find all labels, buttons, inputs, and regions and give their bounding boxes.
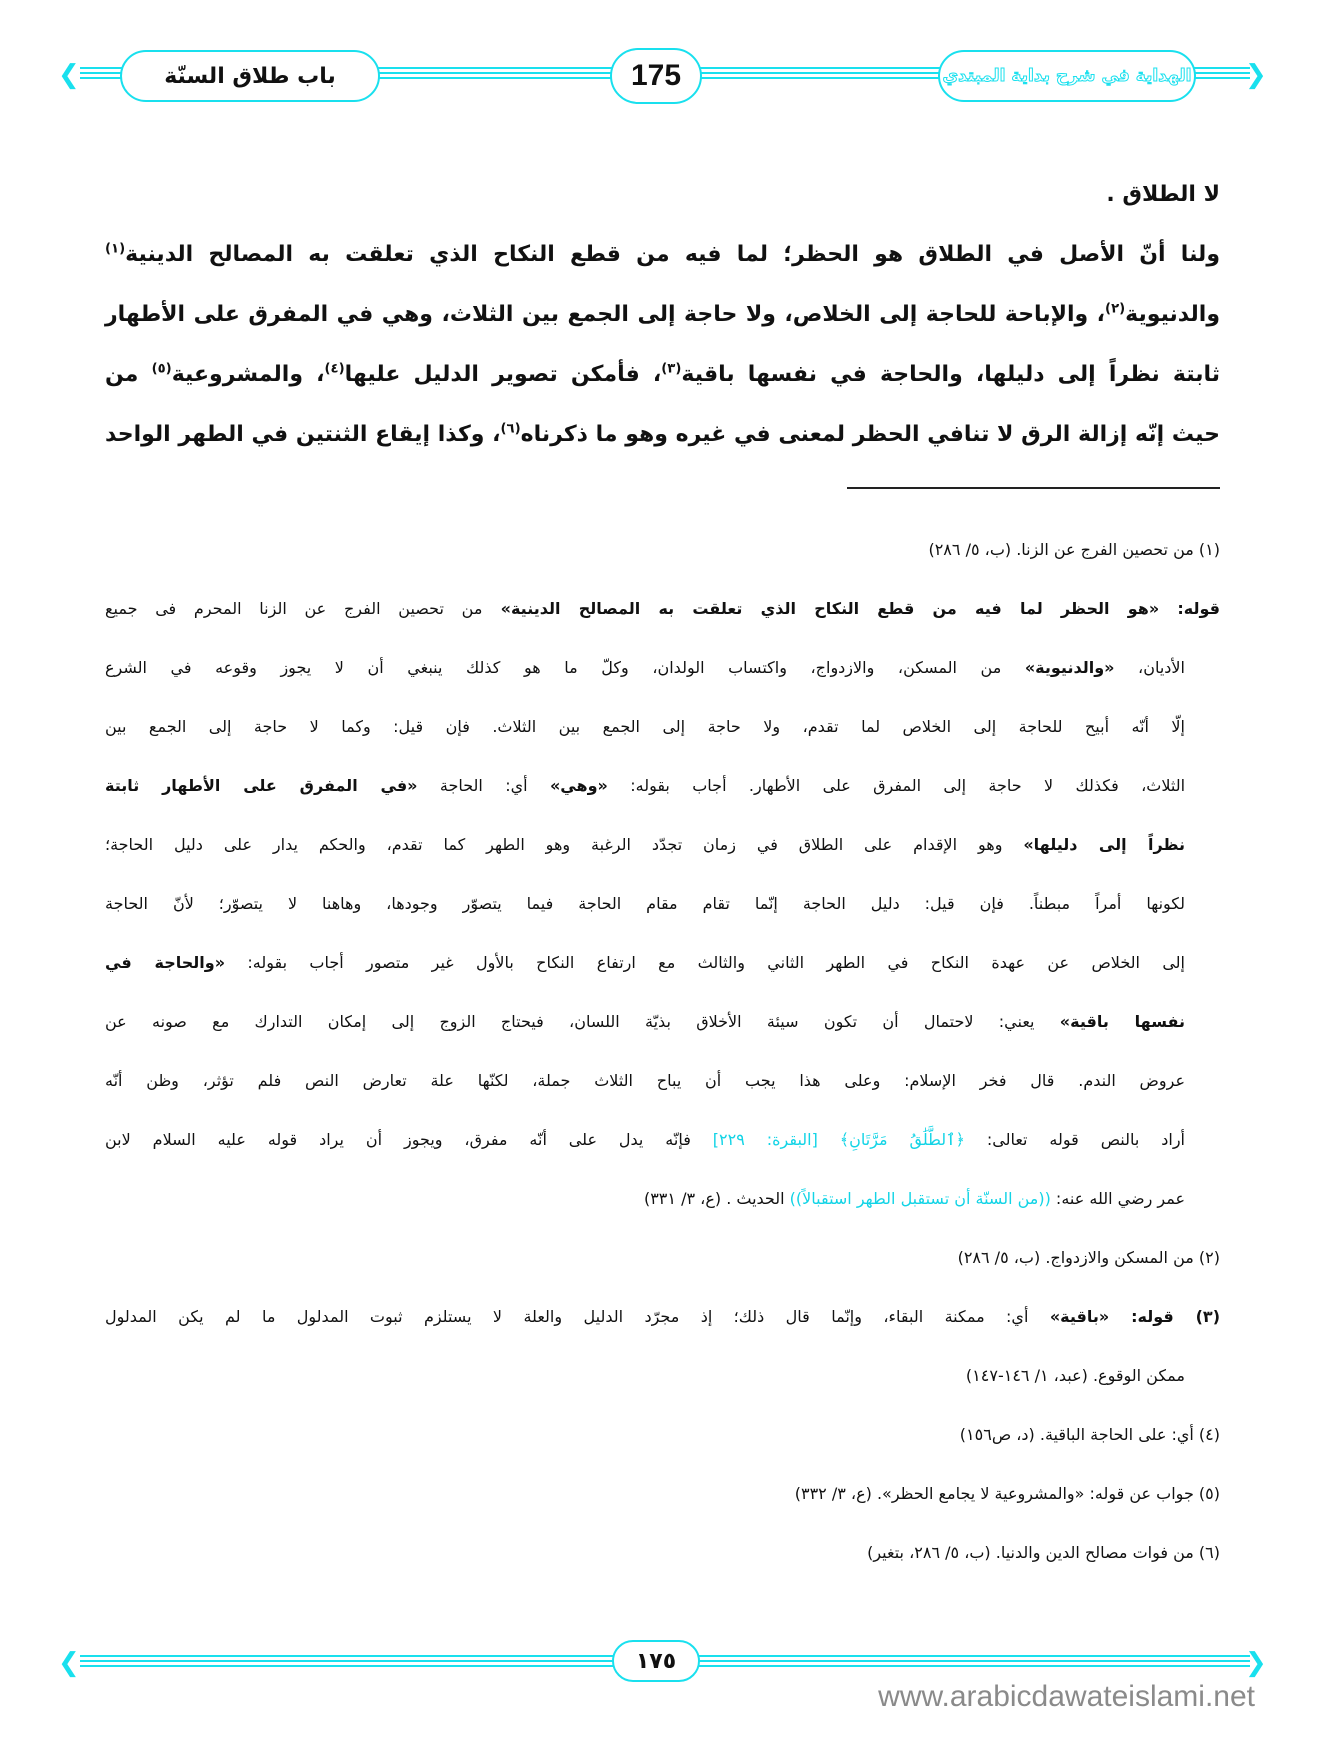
text-segment: ، والمشروعية [171, 362, 325, 387]
text-segment: من المسكن، والازدواج، واكتساب الولدان، وكلّ ما هو كذلك ينبغي أن لا يجوز وقوعه في الشرع [105, 658, 1025, 677]
ornament-icon: ❯ [1245, 60, 1267, 90]
footnote-line [105, 697, 1220, 756]
footnote-line [105, 579, 1220, 638]
text-segment: ، والإباحة للحاجة إلى الخلاص، ولا حاجة إلى الجمع بين الثلاث، وهي في المفرق على الأطهار [105, 302, 1106, 327]
text-segment: من تحصين الفرج عن الزنا المحرم فى جميع [105, 599, 483, 618]
footnotes [105, 520, 1220, 1582]
text-segment: الأديان، [1114, 658, 1185, 677]
footnote-marker[interactable]: (٣) [661, 361, 682, 377]
bold-text: «في المفرق على الأطهار ثابتة [105, 776, 418, 795]
text-segment: (٦) من فوات مصالح الدين والدنيا. (ب، ٥/ ٢٨٦، بتغير) [867, 1543, 1220, 1562]
footnote-line [105, 874, 1220, 933]
text-segment: حيث إنّه إزالة الرق لا تنافي الحظر لمعنى في غيره وهو ما ذكرناه [520, 422, 1220, 447]
text-segment: عروض الندم. قال فخر الإسلام: وعلى هذا يجب أن يباح الثلاث جملة، لكنّها علة تعارض النص فلم تؤثر، وظن أنّه [105, 1071, 1185, 1090]
text-segment: لكونها أمراً مبطناً. فإن قيل: دليل الحاجة إنّما تقام مقام الحاجة فيما يتصوّر وجودها، وهاهنا لا يتصوّر؛ لأنّ الحاجة [105, 894, 1185, 913]
website-link[interactable]: www.arabicdawateislami.net [878, 1680, 1255, 1713]
text-segment: لا الطلاق . [1106, 182, 1220, 207]
footnote-line [105, 1228, 1220, 1287]
footnote-line [105, 1287, 1220, 1346]
footnote-marker[interactable]: (٢) [1105, 301, 1126, 317]
footnote-line [105, 638, 1220, 697]
paragraph-line [105, 225, 1220, 285]
footnote-line [105, 1110, 1220, 1169]
footnote-separator [847, 487, 1220, 489]
ornament-icon: ❮ [58, 60, 80, 90]
text-segment: ثابتة نظراً إلى دليلها، والحاجة في نفسها باقية [681, 362, 1221, 387]
footnote-marker[interactable]: (٥) [151, 361, 172, 377]
text-segment: (٢) من المسكن والازدواج. (ب، ٥/ ٢٨٦) [957, 1248, 1220, 1267]
quotation-text: ﴿ٱلطَّلَٰقُ مَرَّتَانِ﴾ [البقرة: ٢٢٩] [712, 1130, 965, 1149]
page-number: 175 [630, 59, 682, 92]
text-segment: إلّا أنّه أبيح للحاجة إلى الخلاص لما تقدم، ولا حاجة إلى الجمع بين الثلاث. فإن قيل: وكما لا حاجة إلى الجمع بين [105, 717, 1185, 736]
footnote-line [105, 992, 1220, 1051]
footnote-line [105, 520, 1220, 579]
text-segment: أي: ممكنة البقاء، وإنّما قال ذلك؛ إذ مجرّد الدليل والعلة لا يستلزم ثبوت المدلول ما لم يكن المدلول [105, 1307, 1050, 1326]
footnote-line [105, 815, 1220, 874]
text-segment: من [105, 362, 152, 387]
footnote-marker[interactable]: (٦) [500, 421, 521, 437]
footnote-line [105, 1346, 1220, 1405]
text-segment: (١) من تحصين الفرج عن الزنا. (ب، ٥/ ٢٨٦) [928, 540, 1220, 559]
ornament-icon: ❯ [1245, 1648, 1267, 1678]
text-segment: وهو الإقدام على الطلاق في زمان تجدّد الرغبة وهو الطهر كما تقدم، والحكم يدار على دليل الحاجة؛ [105, 835, 1024, 854]
text-segment: ممكن الوقوع. (عبد، ١/ ١٤٦-١٤٧) [965, 1366, 1185, 1385]
paragraph-line [105, 285, 1220, 345]
paragraph-line [105, 345, 1220, 405]
bold-text: «والحاجة في [105, 953, 226, 972]
bold-text: (٣) قوله: «باقية» [1049, 1307, 1220, 1326]
book-logo-box [938, 50, 1196, 102]
footnote-line [105, 1051, 1220, 1110]
text-segment: والدنيوية [1125, 302, 1220, 327]
main-text [105, 165, 1220, 489]
paragraph-line [105, 165, 1220, 225]
paragraph-line [105, 405, 1220, 465]
text-segment: (٥) جواب عن قوله: «والمشروعية لا يجامع الحظر». (ع، ٣/ ٣٣٢) [794, 1484, 1220, 1503]
text-segment: عمر رضي الله عنه: [1050, 1189, 1185, 1208]
text-segment: الحديث . (ع، ٣/ ٣٣١) [643, 1189, 790, 1208]
footnote-line [105, 933, 1220, 992]
footnote-line [105, 1464, 1220, 1523]
footnote-line [105, 1523, 1220, 1582]
footnote-line [105, 1169, 1220, 1228]
text-segment: (٤) أي: على الحاجة الباقية. (د، ص١٥٦) [959, 1425, 1220, 1444]
footnote-marker[interactable]: (١) [105, 241, 126, 257]
chapter-title: باب طلاق السنّة [164, 63, 336, 89]
bold-text: قوله: «هو الحظر لما فيه من قطع النكاح الذي تعلقت به المصالح الدينية» [482, 599, 1221, 618]
text-segment: ولنا أنّ الأصل في الطلاق هو الحظر؛ لما فيه من قطع النكاح الذي تعلقت به المصالح الدينية [125, 242, 1220, 267]
chapter-title-box [120, 50, 380, 102]
quotation-text: ((من السنّة أن تستقبل الطهر استقبالاً)) [789, 1189, 1051, 1208]
text-segment: ، فأمكن تصوير الدليل عليها [344, 362, 662, 387]
text-segment: يعني: لاحتمال أن تكون سيئة الأخلاق بذيّة اللسان، فيحتاج الزوج إلى إمكان التدارك مع صونه عن [105, 1012, 1060, 1031]
text-segment: إلى الخلاص عن عهدة النكاح في الطهر الثاني والثالث مع ارتفاع النكاح بالأول غير متصور أجاب بقوله: [225, 953, 1185, 972]
text-segment: أراد بالنص قوله تعالى: [964, 1130, 1185, 1149]
text-segment: أي: الحاجة [417, 776, 550, 795]
bold-text: «وهي» [549, 776, 608, 795]
bold-text: نفسها باقية» [1059, 1012, 1186, 1031]
book-logo: الهداية في شرح بداية المبتدي [942, 66, 1192, 86]
bold-text: «والدنيوية» [1024, 658, 1115, 677]
footnote-marker[interactable]: (٤) [324, 361, 345, 377]
text-segment: ، وكذا إيقاع الثنتين في الطهر الواحد [105, 422, 501, 447]
bold-text: نظراً إلى دليلها» [1023, 835, 1185, 854]
ornament-icon: ❮ [58, 1648, 80, 1678]
footer-page-number-box [612, 1640, 700, 1682]
footnote-line [105, 756, 1220, 815]
footer-page-number: ١٧٥ [635, 1648, 677, 1674]
text-segment: فإنّه يدل على أنّه مفرق، ويجوز أن يراد قوله عليه السلام لابن [105, 1130, 713, 1149]
page-number-box [610, 48, 702, 104]
text-segment: الثلاث، فكذلك لا حاجة إلى المفرق على الأطهار. أجاب بقوله: [607, 776, 1186, 795]
footnote-line [105, 1405, 1220, 1464]
